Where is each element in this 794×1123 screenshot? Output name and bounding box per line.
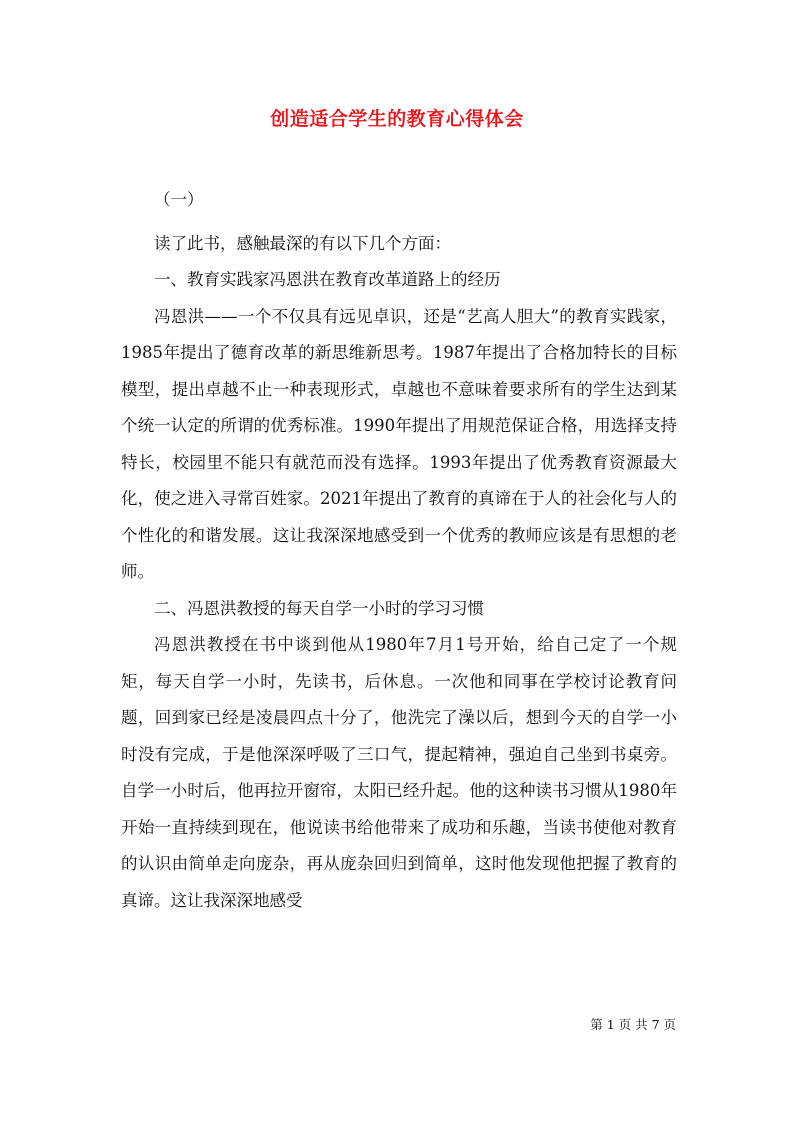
document-body — [121, 182, 677, 919]
section-marker: （一） — [154, 190, 204, 209]
section-heading-1: 一、教育实践家冯恩洪在教育改革道路上的经历 — [154, 270, 501, 289]
body-paragraph-2: 冯恩洪教授在书中谈到他从1980年7月1号开始，给自己定了一个规矩，每天自学一小时，先读书，后休息。一次他和同事在学校讨论教育问题，回到家已经是凌晨四点十分了，他洗完了澡以后，想到今天的自学一小时没有完成，于是他深深呼吸了三口气，提起精神，强迫自己坐到书桌旁。自学一小时后，他再拉开窗帘，太阳已经升起。他的这种读书习惯从1980年开始一直持续到现在，他说读书给他带来了成功和乐趣，当读书使他对教育的认识由简单走向庞杂，再从庞杂回归到简单，这时他发现他把握了教育的真谛。这让我深深地感受 — [121, 635, 677, 910]
page-number-footer: 第 1 页 共 7 页 — [590, 1017, 676, 1032]
body-paragraph-1: 冯恩洪——一个不仅具有远见卓识，还是“艺高人胆大”的教育实践家，1985年提出了德育改革的新思维新思考。1987年提出了合格加特长的目标模型，提出卓越不止一种表现形式，卓越也不意味着要求所有的学生达到某个统一认定的所谓的优秀标准。1990年提出了用规范保证合格，用选择支持特长，校园里不能只有就范而没有选择。1993年提出了优秀教育资源最大化，使之进入寻常百姓家。2021年提出了教育的真谛在于人的社会化与人的个性化的和谐发展。这让我深深地感受到一个优秀的教师应该是有思想的老师。 — [121, 306, 677, 581]
document-title: 创造适合学生的教育心得体会 — [270, 108, 524, 130]
section-heading-2: 二、冯恩洪教授的每天自学一小时的学习习惯 — [154, 598, 484, 618]
intro-paragraph: 读了此书，感触最深的有以下几个方面： — [154, 233, 451, 253]
